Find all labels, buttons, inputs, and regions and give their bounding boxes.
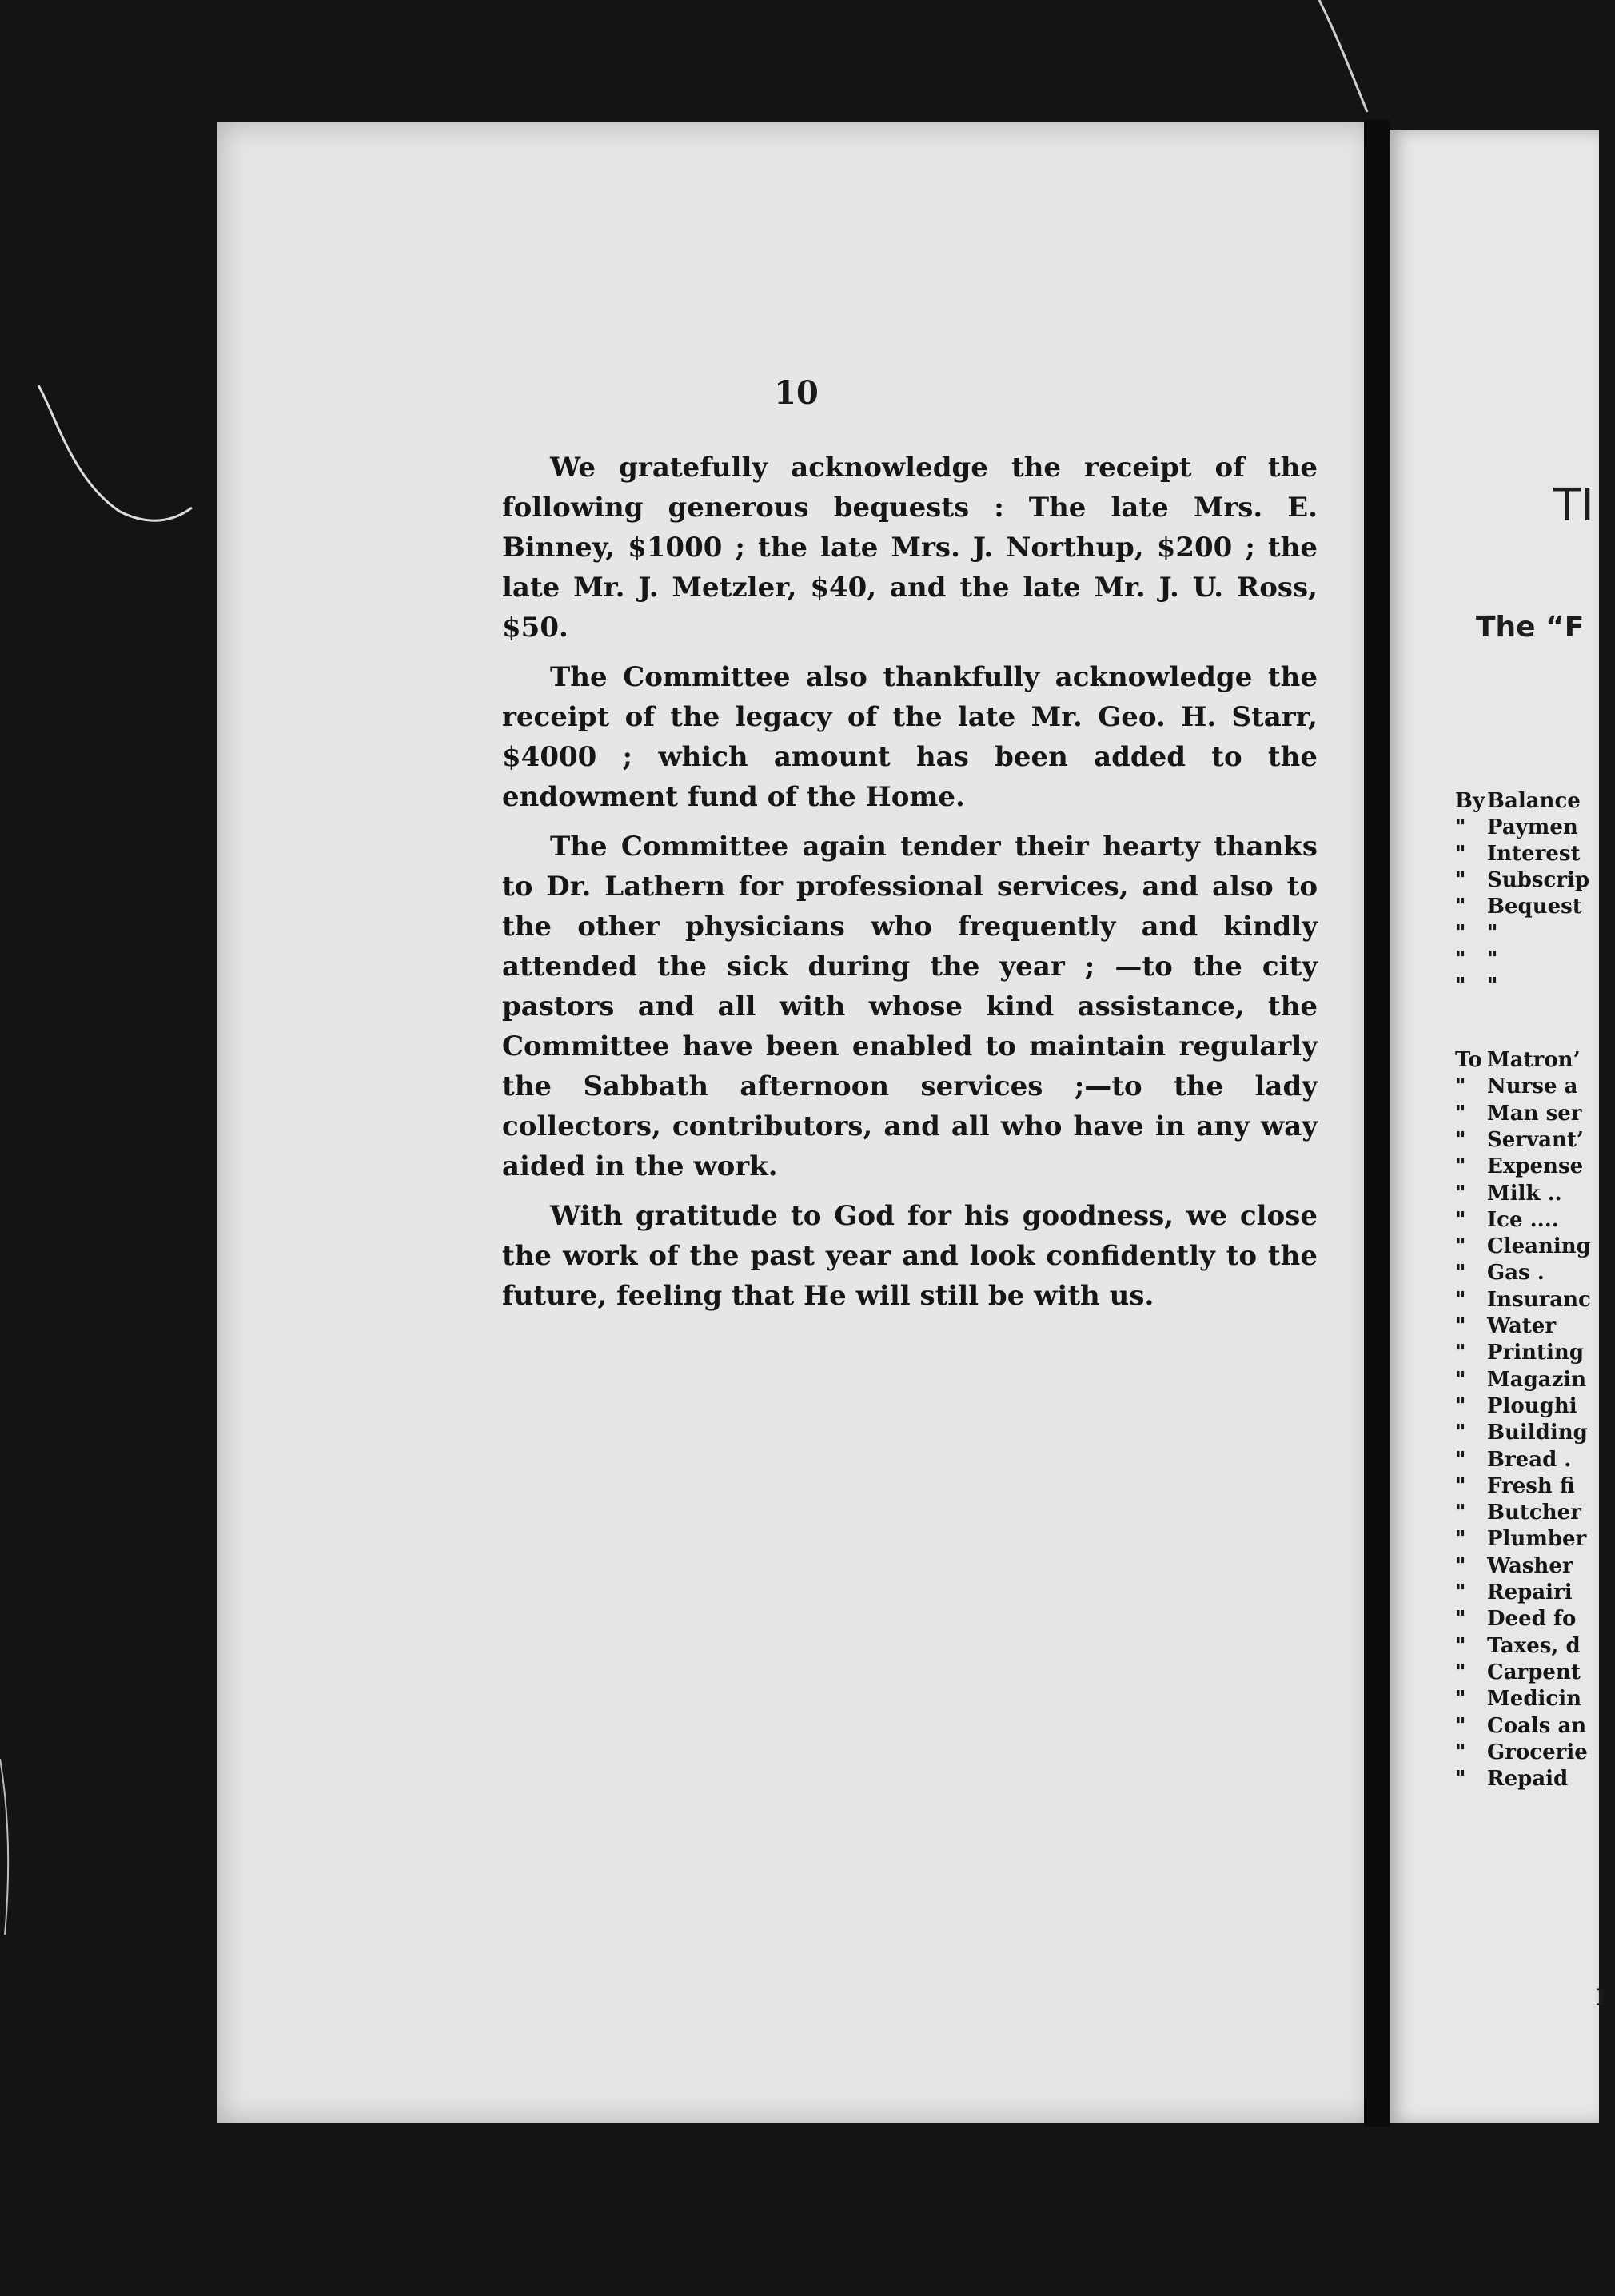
- right-page-title: TI: [1553, 480, 1594, 532]
- account-row-label: Ice ....: [1487, 1207, 1559, 1232]
- account-row-prefix: ": [1455, 1314, 1466, 1338]
- account-row-label: ": [1487, 921, 1498, 945]
- account-row-prefix: ": [1455, 895, 1466, 919]
- account-row-prefix: ": [1455, 1633, 1466, 1658]
- account-row: [1455, 1207, 1559, 1234]
- account-row-label: Man ser: [1487, 1101, 1582, 1126]
- account-row-label: Balance: [1487, 789, 1581, 813]
- account-row-prefix: ": [1455, 868, 1466, 892]
- text-block: [502, 448, 1318, 1325]
- account-row-label: Gas .: [1487, 1261, 1545, 1286]
- account-row: [1455, 1047, 1581, 1074]
- account-row: [1455, 1340, 1584, 1366]
- account-row: [1455, 1500, 1581, 1526]
- account-row-prefix: ": [1455, 1367, 1466, 1392]
- account-row: [1455, 1127, 1584, 1154]
- account-row: [1455, 920, 1498, 947]
- account-row: [1455, 1420, 1588, 1446]
- account-row: [1455, 1287, 1591, 1313]
- account-row-label: ": [1487, 947, 1498, 971]
- account-row: [1455, 1766, 1568, 1792]
- account-row-prefix: ": [1455, 842, 1466, 866]
- account-row-label: Fresh fi: [1487, 1473, 1575, 1498]
- account-row-label: Interest: [1487, 842, 1581, 866]
- account-row: [1455, 1580, 1573, 1606]
- account-row-label: Expense: [1487, 1154, 1584, 1179]
- account-row: [1455, 1473, 1575, 1500]
- account-row-prefix: ": [1455, 1261, 1466, 1286]
- account-row-label: Washer: [1487, 1553, 1573, 1578]
- account-row-prefix: ": [1455, 815, 1466, 839]
- account-row: [1455, 1686, 1581, 1712]
- account-row-label: Milk ..: [1487, 1181, 1562, 1206]
- account-row-label: Medicin: [1487, 1687, 1581, 1712]
- account-row-prefix: ": [1455, 921, 1466, 945]
- paragraph-bequests: We gratefully acknowledge the receipt of the following generous bequests : The late Mrs. E. Binney, $1000 ; the late Mrs. J. Northup, $200 ; the late Mr. J. Metzler, $40, and the late Mr. J. U. Ross, $50.: [502, 452, 1318, 644]
- account-row-label: Servant’: [1487, 1127, 1584, 1152]
- account-row-label: Paymen: [1487, 815, 1578, 839]
- account-row-label: Bequest: [1487, 895, 1582, 919]
- account-row-label: Cleaning: [1487, 1234, 1591, 1259]
- right-page-heading: The “F: [1476, 611, 1585, 644]
- account-row: [1455, 1713, 1586, 1740]
- account-row-label: Repaid: [1487, 1767, 1569, 1792]
- account-row-prefix: ": [1455, 1341, 1466, 1365]
- account-row-prefix: ": [1455, 1154, 1466, 1179]
- account-row: [1455, 1313, 1556, 1340]
- page-number: 10: [774, 374, 819, 412]
- account-row: [1455, 947, 1498, 973]
- right-page: [1390, 130, 1607, 2123]
- right-page-tail: I: [1596, 1984, 1607, 2011]
- book-gutter: [1364, 120, 1390, 2127]
- account-row-prefix: ": [1455, 1473, 1466, 1498]
- account-row-prefix: ": [1455, 1207, 1466, 1232]
- account-row: [1455, 1181, 1562, 1207]
- account-row: [1455, 841, 1581, 867]
- account-row-label: Water: [1487, 1314, 1557, 1338]
- account-row-label: Building: [1487, 1421, 1588, 1445]
- left-page: [217, 122, 1375, 2123]
- paragraph-closing: With gratitude to God for his goodness, we close the work of the past year and look confidently to the future, feeling that He will still be with us.: [502, 1200, 1318, 1312]
- paragraph-thanks: The Committee again tender their hearty thanks to Dr. Lathern for professional services, and also to the other physicians who frequently and kindly attended the sick during the year ; —to the city pastors and all with whose kind assistance, the Committee have been enabled to maintain regularly the Sabbath afternoon services ;—to the lady collectors, contributors, and all who have in any way aided in the work.: [502, 831, 1318, 1182]
- account-row: [1455, 867, 1589, 894]
- account-row-label: Repairi: [1487, 1580, 1573, 1604]
- account-row: [1455, 1260, 1545, 1286]
- account-row-label: ": [1487, 974, 1498, 998]
- account-row: [1455, 1633, 1581, 1660]
- account-row: [1455, 894, 1582, 920]
- account-row: [1455, 1660, 1581, 1686]
- account-row-label: Matron’: [1487, 1048, 1581, 1072]
- account-row-prefix: ": [1455, 1501, 1466, 1525]
- account-row-label: Butcher: [1487, 1501, 1581, 1525]
- account-row-prefix: ": [1455, 1234, 1466, 1259]
- account-row-prefix: ": [1455, 947, 1466, 971]
- account-row: [1455, 1553, 1573, 1580]
- account-row: [1455, 1393, 1577, 1420]
- account-row-prefix: ": [1455, 974, 1466, 998]
- account-row-label: Taxes, d: [1487, 1633, 1581, 1658]
- account-row-label: Carpent: [1487, 1660, 1581, 1684]
- account-row-label: Deed fo: [1487, 1607, 1577, 1632]
- account-row-prefix: ": [1455, 1713, 1466, 1738]
- account-row: [1455, 1526, 1586, 1553]
- account-row-prefix: ": [1455, 1740, 1466, 1764]
- account-row-label: Ploughi: [1487, 1393, 1577, 1418]
- account-row-prefix: To: [1455, 1048, 1482, 1072]
- account-row: [1455, 1234, 1591, 1260]
- account-row-prefix: ": [1455, 1421, 1466, 1445]
- account-row-label: Printing: [1487, 1341, 1584, 1365]
- account-row-prefix: ": [1455, 1393, 1466, 1418]
- account-row: [1455, 815, 1578, 841]
- account-row-prefix: ": [1455, 1553, 1466, 1578]
- account-row: [1455, 1101, 1581, 1127]
- account-row: [1455, 1074, 1577, 1100]
- account-row-label: Insuranc: [1487, 1287, 1591, 1312]
- account-row-prefix: ": [1455, 1527, 1466, 1552]
- account-row-label: Subscrip: [1487, 868, 1590, 892]
- account-row-prefix: ": [1455, 1127, 1466, 1152]
- account-row: [1455, 1447, 1571, 1473]
- account-row-prefix: ": [1455, 1607, 1466, 1632]
- account-row-prefix: ": [1455, 1101, 1466, 1126]
- account-row-label: Nurse a: [1487, 1074, 1578, 1099]
- account-row: [1455, 788, 1581, 815]
- account-row-prefix: ": [1455, 1287, 1466, 1312]
- account-row: [1455, 1367, 1586, 1393]
- account-row-prefix: ": [1455, 1580, 1466, 1604]
- account-row: [1455, 973, 1498, 999]
- account-row: [1455, 1606, 1576, 1632]
- account-row: [1455, 1740, 1588, 1766]
- account-row-prefix: ": [1455, 1074, 1466, 1099]
- account-row-label: Plumber: [1487, 1527, 1587, 1552]
- account-row-label: Coals an: [1487, 1713, 1587, 1738]
- account-row-label: Bread .: [1487, 1447, 1572, 1472]
- account-row-prefix: ": [1455, 1660, 1466, 1684]
- account-row-prefix: By: [1455, 789, 1485, 813]
- account-row-prefix: ": [1455, 1447, 1466, 1472]
- account-row-prefix: ": [1455, 1767, 1466, 1792]
- account-row-prefix: ": [1455, 1181, 1466, 1206]
- paragraph-legacy: The Committee also thankfully acknowledge the receipt of the legacy of the late Mr. Geo. H. Starr, $4000 ; which amount has been added to the endowment fund of the Home.: [502, 661, 1318, 813]
- account-row-prefix: ": [1455, 1687, 1466, 1712]
- account-row-label: Grocerie: [1487, 1740, 1588, 1764]
- account-row-label: Magazin: [1487, 1367, 1587, 1392]
- account-row: [1455, 1154, 1583, 1180]
